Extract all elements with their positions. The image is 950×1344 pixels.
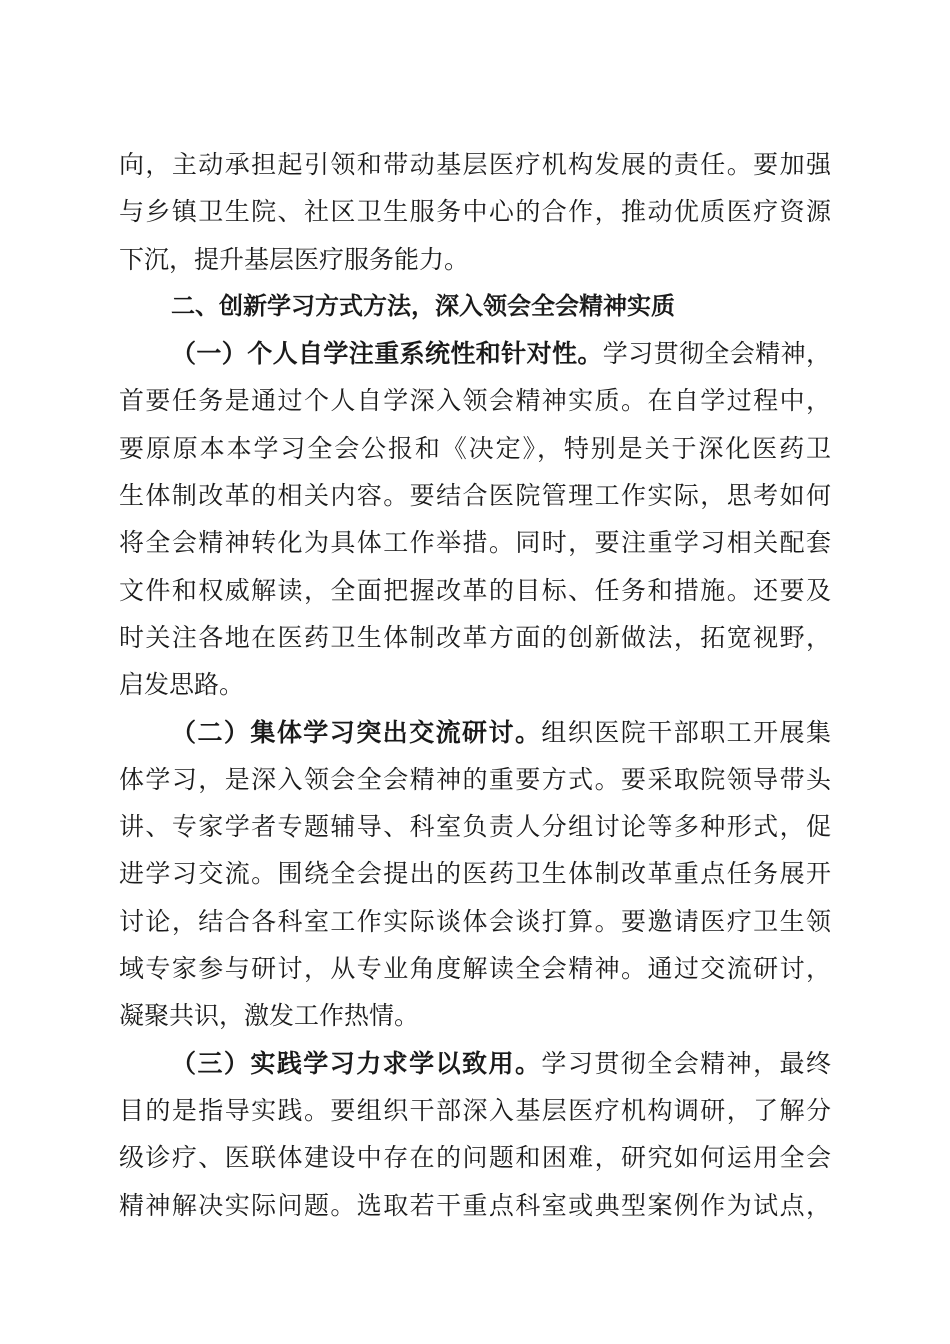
text-line: 时关注各地在医药卫生体制改革方面的创新做法，拓宽视野， [119, 622, 831, 652]
subsection-1 [119, 330, 831, 708]
text-line: 精神解决实际问题。选取若干重点科室或典型案例作为试点， [119, 1190, 831, 1220]
text-line: 凝聚共识，激发工作热情。 [119, 1001, 420, 1031]
subsection-3 [119, 1040, 831, 1229]
text-line: 向，主动承担起引领和带动基层医疗机构发展的责任。要加强 [119, 150, 831, 179]
text-line [119, 330, 831, 377]
text-line [119, 1040, 831, 1087]
text-line: 下沉，提升基层医疗服务能力。 [119, 244, 470, 274]
text-line: 目的是指导实践。要组织干部深入基层医疗机构调研，了解分 [119, 1095, 831, 1125]
text-line: 讲、专家学者专题辅导、科室负责人分组讨论等多种形式，促 [119, 812, 831, 842]
document-body [119, 141, 831, 1229]
text-line: 与乡镇卫生院、社区卫生服务中心的合作，推动优质医疗资源 [119, 197, 831, 227]
paragraph-continuation [119, 141, 831, 283]
subsection-1-first-rest: 学习贯彻全会精神， [602, 339, 831, 369]
subsection-3-first-rest: 学习贯彻全会精神，最终 [541, 1048, 831, 1078]
text-line: 将全会精神转化为具体工作举措。同时，要注重学习相关配套 [119, 528, 831, 558]
text-line: 级诊疗、医联体建设中存在的问题和困难，研究如何运用全会 [119, 1143, 831, 1173]
subsection-3-lead: （三）实践学习力求学以致用。 [171, 1048, 542, 1078]
subsection-2-lead: （二）集体学习突出交流研讨。 [171, 717, 542, 747]
text-line: 要原原本本学习全会公报和《决定》，特别是关于深化医药卫 [119, 433, 831, 463]
text-line: 进学习交流。围绕全会提出的医药卫生体制改革重点任务展开 [119, 859, 831, 889]
text-line: 体学习，是深入领会全会精神的重要方式。要采取院领导带头 [119, 764, 831, 794]
text-line: 生体制改革的相关内容。要结合医院管理工作实际，思考如何 [119, 481, 831, 511]
subsection-2 [119, 709, 831, 1040]
text-line: 文件和权威解读，全面把握改革的目标、任务和措施。还要及 [119, 575, 831, 605]
text-line: 启发思路。 [119, 670, 245, 700]
subsection-1-lead: （一）个人自学注重系统性和针对性。 [171, 339, 603, 369]
text-line [119, 709, 831, 756]
text-line: 讨论，结合各科室工作实际谈体会谈打算。要邀请医疗卫生领 [119, 906, 831, 936]
text-line: 域专家参与研讨，从专业角度解读全会精神。通过交流研讨， [119, 954, 831, 984]
section-heading: 二、创新学习方式方法，深入领会全会精神实质 [171, 291, 675, 320]
subsection-2-first-rest: 组织医院干部职工开展集 [541, 717, 831, 747]
text-line: 首要任务是通过个人自学深入领会精神实质。在自学过程中， [119, 386, 831, 416]
